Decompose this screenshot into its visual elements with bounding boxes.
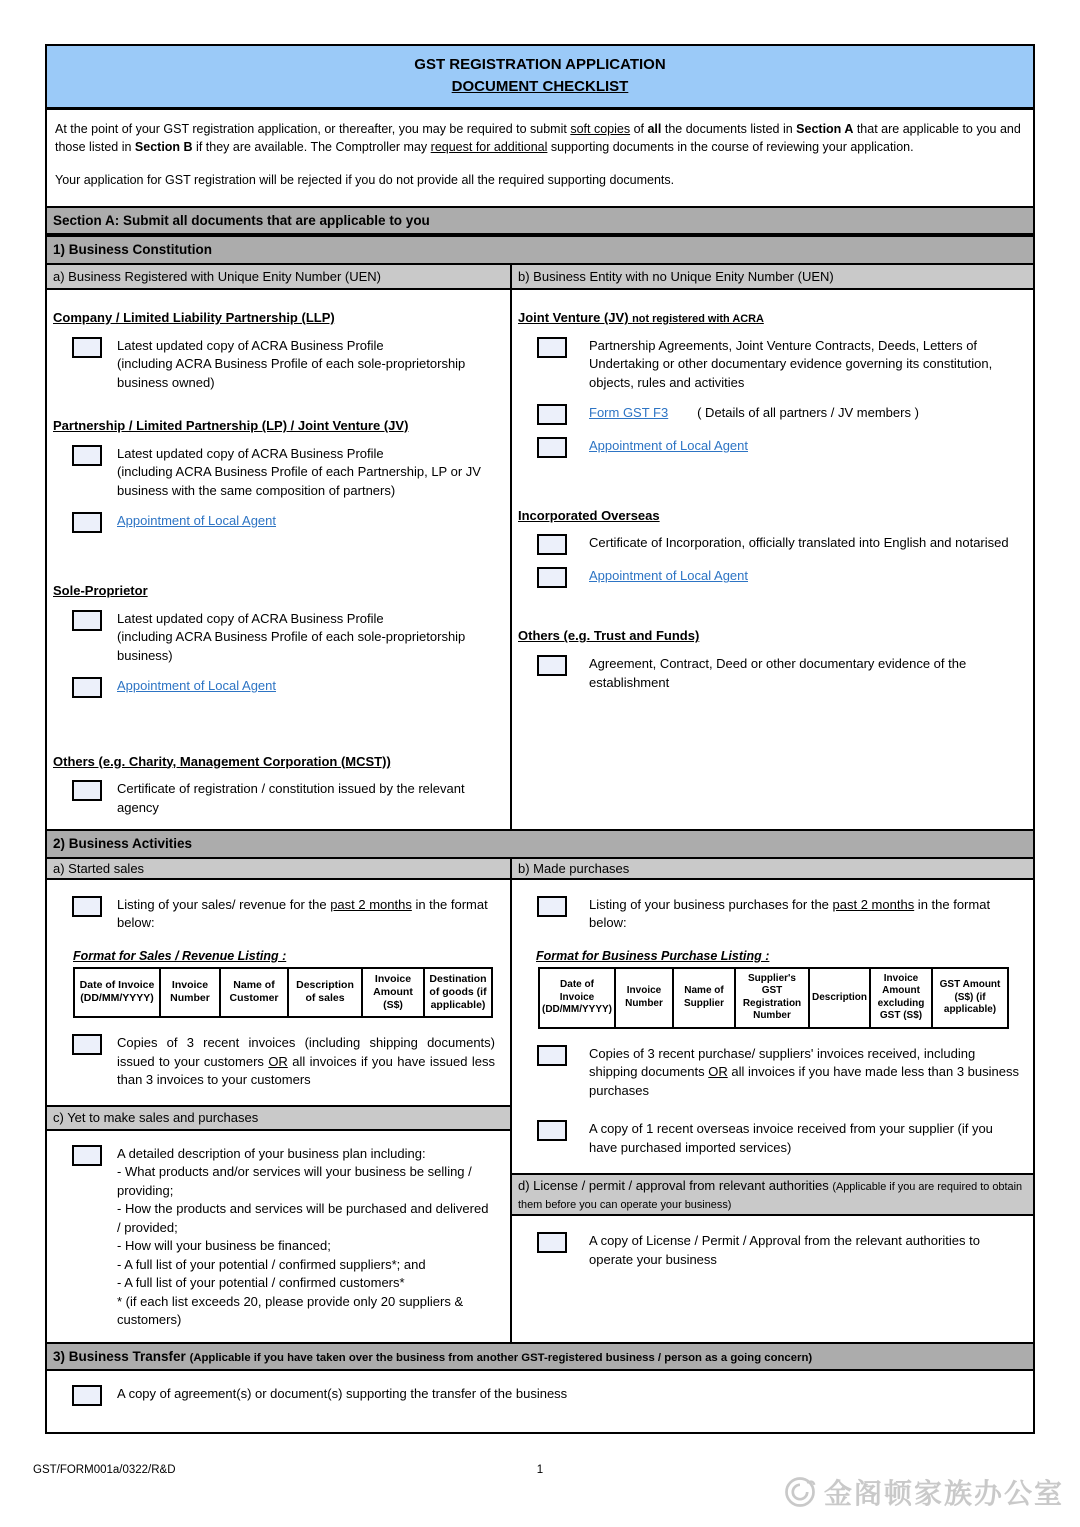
item-text — [589, 437, 1021, 473]
item-text: Copies of 3 recent invoices (including shipping documents) issued to your customers OR all invoices if you have issued less than 3 invoices to your customers — [117, 1035, 495, 1088]
group-heading-incorporated-overseas: Incorporated Overseas — [518, 507, 660, 523]
group-heading-partnership: Partnership / Limited Partnership (LP) / Joint Venture (JV) — [53, 418, 409, 434]
checkbox-purchase-listing[interactable] — [537, 896, 567, 917]
checkbox-trust-agreement[interactable] — [537, 655, 567, 676]
column-header-cell: Invoice Number — [160, 968, 220, 1017]
text-line — [117, 512, 495, 530]
item-text: Listing of your business purchases for the past 2 months in the format below: — [589, 896, 991, 931]
purchase-format-table — [538, 967, 1009, 1029]
text-line: - A full list of your potential / confirmed customers* — [117, 1275, 405, 1291]
section-1-left-column — [47, 290, 512, 829]
section-1-body — [47, 290, 1033, 829]
checklist-item — [47, 610, 510, 665]
checkbox-overseas-incorporation-cert[interactable] — [537, 534, 567, 555]
text-line — [589, 456, 1021, 474]
section-1-right-column — [512, 290, 1033, 829]
subheader-2c: c) Yet to make sales and purchases — [47, 1105, 510, 1131]
checkbox-soleprop-local-agent[interactable] — [72, 677, 102, 698]
group-heading-sole-proprietor: Sole-Proprietor — [53, 582, 148, 598]
title-bar — [47, 46, 1033, 110]
text-line: A detailed description of your business plan including: — [117, 1146, 426, 1162]
section-1-subheaders — [47, 265, 1033, 290]
checklist-item — [512, 337, 1033, 392]
text-line: - A full list of your potential / confirmed suppliers*; and — [117, 1256, 426, 1272]
item-text: A copy of License / Permit / Approval from the relevant authorities to operate your business — [589, 1233, 980, 1267]
text-line — [117, 696, 495, 714]
item-text — [117, 512, 495, 548]
checkbox-business-plan[interactable] — [72, 1145, 102, 1166]
appointment-of-local-agent-link[interactable]: Appointment of Local Agent — [117, 513, 277, 529]
item-text — [117, 780, 495, 817]
subheader-2b: b) Made purchases — [518, 860, 630, 876]
checkbox-others-mcst-certificate[interactable] — [72, 780, 102, 801]
item-text: Copies of 3 recent purchase/ suppliers' invoices received, including shipping documents OR all invoices if you have made less than 3 business purchases — [589, 1045, 1019, 1098]
text-line: Form GST F3 ( Details of all partners / JV members ) — [589, 405, 919, 421]
item-text — [117, 1145, 495, 1330]
text-line: Latest updated copy of ACRA Business Profile — [117, 610, 384, 626]
page-number: 1 — [536, 1464, 544, 1476]
column-header-cell: Name of Supplier — [673, 968, 735, 1028]
text-line — [117, 531, 495, 549]
item-text — [589, 567, 1021, 585]
appointment-of-local-agent-link[interactable]: Appointment of Local Agent — [589, 568, 749, 584]
purchase-format-heading: Format for Business Purchase Listing : — [536, 948, 770, 963]
form-gst-f3-link[interactable]: Form GST F3 — [589, 405, 669, 421]
item-text — [589, 534, 1021, 552]
checklist-item — [512, 1232, 1033, 1269]
checklist-item — [47, 780, 510, 817]
subheader-1a: a) Business Registered with Unique Enity Number (UEN) — [47, 265, 512, 288]
appointment-of-local-agent-link[interactable]: Appointment of Local Agent — [589, 438, 749, 454]
text-line: * (if each list exceeds 20, please provide only 20 suppliers & customers) — [117, 1293, 464, 1328]
checkbox-jv-form-gst-f3[interactable] — [537, 404, 567, 425]
item-text — [117, 677, 495, 713]
watermark — [782, 1472, 1064, 1512]
item-text: A copy of 1 recent overseas invoice received from your supplier (if you have purchased imported services) — [589, 1121, 993, 1155]
text-line: (including ACRA Business Profile of each sole-proprietorship business) — [117, 629, 466, 663]
text-line: - How will your business be financed; — [117, 1238, 331, 1254]
appointment-of-local-agent-link[interactable]: Appointment of Local Agent — [117, 678, 277, 694]
column-header-cell: Supplier's GST Registration Number — [735, 968, 809, 1028]
checkbox-partnership-acra-profile[interactable] — [72, 445, 102, 466]
text-line: Partnership Agreements, Joint Venture Contracts, Deeds, Letters of Undertaking or other documentary evidence governing its constitution, objects, rules and activities — [589, 337, 993, 390]
checklist-item — [47, 445, 510, 500]
section-1-header: 1) Business Constitution — [47, 235, 1033, 265]
checklist-item — [512, 1045, 1033, 1100]
text-line: (including ACRA Business Profile of each Partnership, LP or JV business with the same composition of partners) — [117, 464, 481, 498]
item-text: A copy of agreement(s) or document(s) supporting the transfer of the business — [117, 1386, 568, 1402]
checkbox-license-copy[interactable] — [537, 1232, 567, 1253]
text-line: Certificate of registration / constitution issued by the relevant agency — [117, 781, 465, 815]
text-line: Latest updated copy of ACRA Business Profile — [117, 337, 384, 353]
section-a-header: Section A: Submit all documents that are applicable to you — [47, 206, 1033, 236]
column-header-cell: Destination of goods (if applicable) — [424, 968, 492, 1017]
checklist-item — [47, 512, 510, 548]
checklist-item — [47, 337, 510, 392]
column-header-cell: Name of Customer — [220, 968, 288, 1017]
watermark-logo-icon — [782, 1474, 818, 1510]
group-heading-joint-venture: Joint Venture (JV) not registered with ACRA — [518, 309, 764, 325]
checklist-item — [47, 1145, 510, 1330]
item-text — [117, 337, 495, 392]
checkbox-purchase-invoices[interactable] — [537, 1045, 567, 1066]
group-heading-trust-funds: Others (e.g. Trust and Funds) — [518, 628, 700, 644]
group-heading-llp: Company / Limited Liability Partnership (LLP) — [53, 309, 335, 325]
table-header-row — [539, 968, 1008, 1028]
group-heading-others-mcst: Others (e.g. Charity, Management Corporation (MCST)) — [53, 753, 391, 769]
item-text: Listing of your sales/ revenue for the past 2 months in the format below: — [117, 896, 488, 931]
column-header-cell: Description of sales — [288, 968, 362, 1017]
column-header-cell: Invoice Amount (S$) — [362, 968, 424, 1017]
column-header-cell: Date of Invoice (DD/MM/YYYY) — [74, 968, 160, 1017]
text-line — [589, 437, 1021, 455]
section-2-right-column — [512, 880, 1033, 1342]
text-line: - How the products and services will be purchased and delivered / provided; — [117, 1201, 489, 1235]
checklist-item — [512, 437, 1033, 473]
gst-checklist-form — [45, 44, 1035, 1434]
item-text — [589, 655, 1021, 692]
text-line: Certificate of Incorporation, officially translated into English and notarised — [589, 535, 1009, 551]
checkbox-soleprop-acra-profile[interactable] — [72, 610, 102, 631]
form-title: GST REGISTRATION APPLICATION — [414, 56, 666, 73]
checkbox-sales-invoices[interactable] — [72, 1034, 102, 1055]
column-header-cell: Description — [809, 968, 870, 1028]
checkbox-overseas-local-agent[interactable] — [537, 567, 567, 588]
checklist-item — [47, 1034, 510, 1089]
sales-format-heading: Format for Sales / Revenue Listing : — [73, 948, 287, 963]
checkbox-jv-local-agent[interactable] — [537, 437, 567, 458]
checkbox-partnership-local-agent[interactable] — [72, 512, 102, 533]
subheader-1b: b) Business Entity with no Unique Enity Number (UEN) — [518, 268, 834, 284]
item-text — [117, 445, 495, 500]
item-text — [589, 337, 1021, 392]
sales-format-table — [73, 967, 493, 1018]
column-header-cell: GST Amount (S$) (if applicable) — [932, 968, 1008, 1028]
checkbox-transfer-agreement[interactable] — [72, 1385, 102, 1406]
checklist-item — [47, 677, 510, 713]
checklist-item — [512, 896, 1033, 933]
checkbox-sales-listing[interactable] — [72, 896, 102, 917]
column-header-cell: Invoice Number — [615, 968, 673, 1028]
text-line: - What products and/or services will your business be selling / providing; — [117, 1164, 472, 1198]
text-line — [589, 567, 1021, 585]
section-3-header: 3) Business Transfer (Applicable if you have taken over the business from another GST-registered business / person as a going concern) — [47, 1342, 1033, 1372]
text-line — [117, 677, 495, 695]
table-header-row — [74, 968, 492, 1017]
section-2-body — [47, 880, 1033, 1342]
item-text — [589, 404, 1021, 422]
section-2-left-column — [47, 880, 512, 1342]
intro-paragraph-1: At the point of your GST registration application, or thereafter, you may be required to submit soft copies of all the documents listed in Section A that are applicable to you and those listed in Section B if they are available. The Comptroller may request for additional supporting documents in the course of reviewing your application. — [55, 121, 1021, 155]
checklist-item — [512, 655, 1033, 692]
form-subtitle: DOCUMENT CHECKLIST — [451, 77, 629, 95]
section-2-header: 2) Business Activities — [47, 829, 1033, 859]
checkbox-overseas-invoice[interactable] — [537, 1120, 567, 1141]
form-reference-code: GST/FORM001a/0322/R&D — [33, 1464, 176, 1476]
checklist-item — [47, 896, 510, 933]
subheader-2a: a) Started sales — [47, 859, 512, 878]
checklist-item — [47, 1385, 1033, 1406]
intro-paragraph-2: Your application for GST registration will be rejected if you do not provide all the required supporting documents. — [55, 173, 675, 187]
checklist-item — [512, 1120, 1033, 1157]
subheader-2d: d) License / permit / approval from relevant authorities (Applicable if you are required to obtain them before you can operate your business) — [512, 1173, 1033, 1216]
section-2-subheaders — [47, 859, 1033, 880]
checklist-item — [512, 534, 1033, 555]
checklist-item — [512, 404, 1033, 425]
text-line: (including ACRA Business Profile of each sole-proprietorship business owned) — [117, 356, 466, 390]
intro-text — [47, 110, 1033, 206]
section-3-body — [47, 1385, 1033, 1432]
column-header-cell: Date of Invoice (DD/MM/YYYY) — [539, 968, 615, 1028]
column-header-cell: Invoice Amount excluding GST (S$) — [870, 968, 932, 1028]
text-line: Agreement, Contract, Deed or other documentary evidence of the establishment — [589, 656, 967, 690]
checkbox-jv-agreements[interactable] — [537, 337, 567, 358]
item-text — [117, 610, 495, 665]
checklist-item — [512, 567, 1033, 588]
text-line: Latest updated copy of ACRA Business Profile — [117, 445, 384, 461]
checkbox-llp-acra-profile[interactable] — [72, 337, 102, 358]
watermark-text: 金阁顿家族办公室 — [823, 1478, 1064, 1509]
